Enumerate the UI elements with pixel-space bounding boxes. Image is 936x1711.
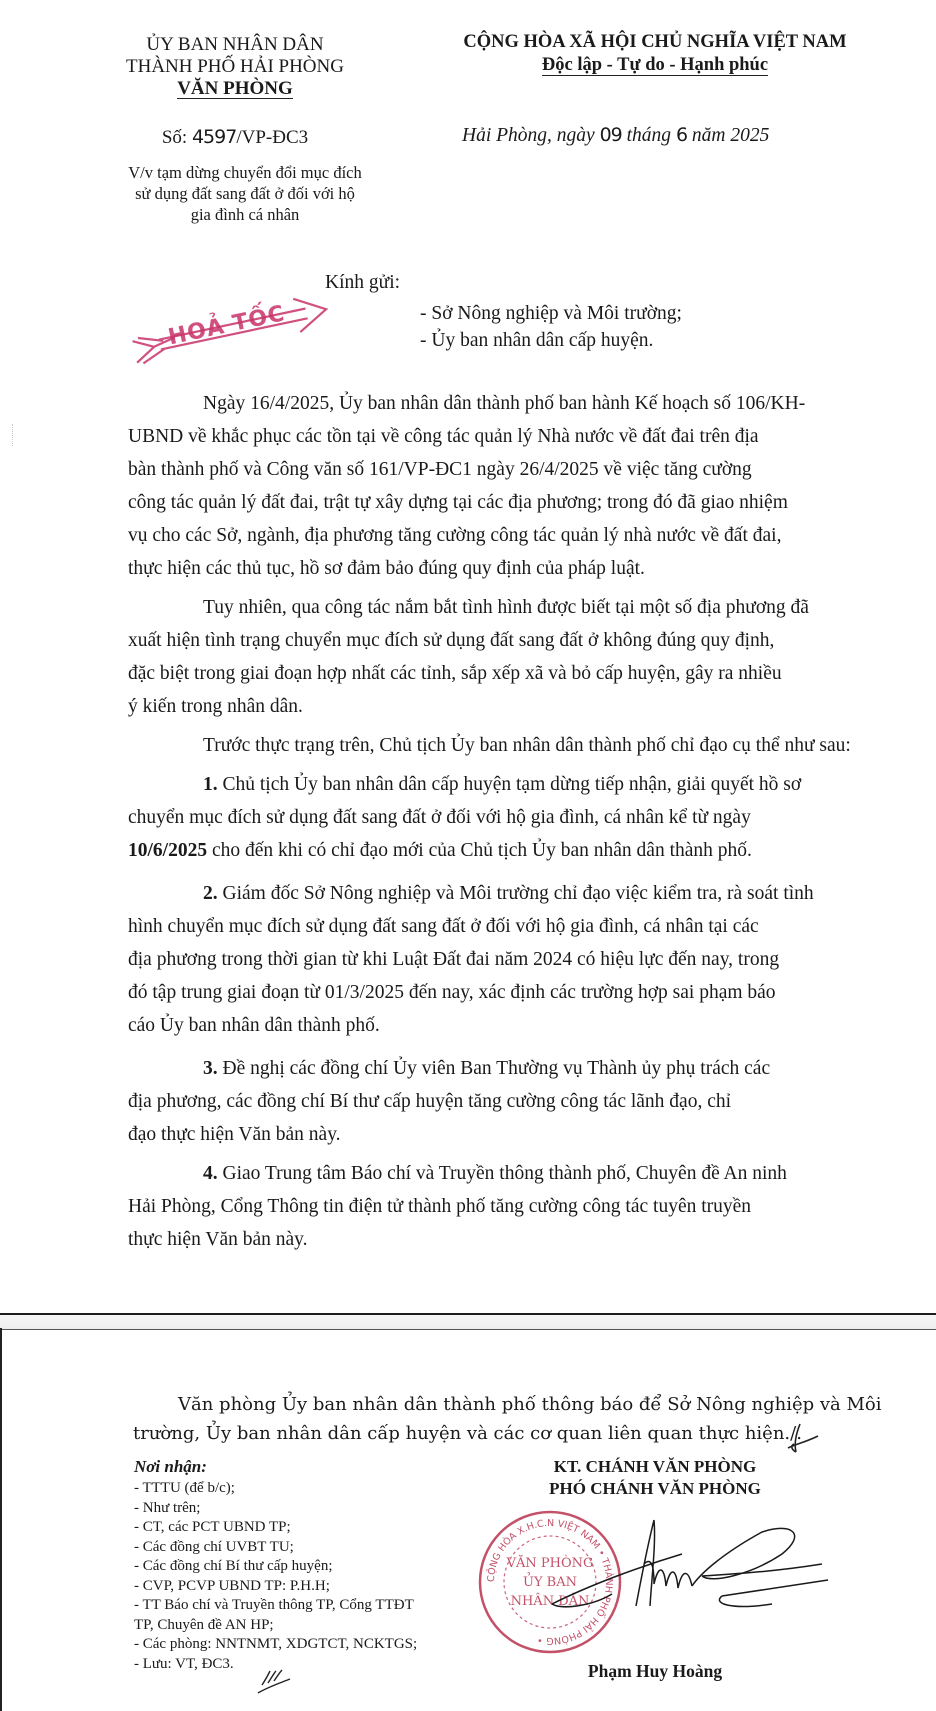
directive-2-line: đó tập trung giai đoạn từ 01/3/2025 đến nay, xác định các trường hợp sai phạm báo — [128, 982, 776, 1003]
page-separator — [0, 1313, 936, 1330]
directive-number: 3. — [203, 1058, 218, 1079]
urgent-stamp-text: HOẢ TỐC — [166, 301, 288, 351]
subject-line-3: gia đình cá nhân — [190, 205, 300, 224]
clerk-initial-icon — [254, 1667, 294, 1697]
paragraph-1 — [128, 387, 868, 585]
seal-ring-text: CỘNG HÒA X.H.C.N VIỆT NAM • THÀNH PHỐ HẢI PHÒNG • — [485, 1517, 615, 1647]
date-day: 09 — [599, 124, 622, 146]
national-motto: Độc lập - Tự do - Hạnh phúc — [541, 55, 769, 75]
recipient-item: - Sở Nông nghiệp và Môi trường; — [420, 303, 682, 324]
p1-line: Ngày 16/4/2025, Ủy ban nhân dân thành phố ban hành Kế hoạch số 106/KH- — [203, 393, 806, 414]
recipients-label: Kính gửi: — [325, 272, 401, 293]
closing-line: Văn phòng Ủy ban nhân dân thành phố thông báo để Sở Nông nghiệp và Môi — [178, 1394, 882, 1415]
p2-line: xuất hiện tình trạng chuyển mục đích sử dụng đất sang đất ở không đúng quy định, — [128, 630, 775, 651]
directive-2 — [128, 877, 868, 1042]
document-body — [128, 387, 868, 1256]
org-line-3: VĂN PHÒNG — [177, 78, 293, 99]
distribution-item: - Các đồng chí Bí thư cấp huyện; — [134, 1558, 333, 1574]
p1-line: vụ cho các Sở, ngành, địa phương tăng cường công tác quản lý nhà nước về đất đai, — [128, 525, 782, 546]
sign-title-2: PHÓ CHÁNH VĂN PHÒNG — [549, 1479, 761, 1498]
recipients-list — [420, 300, 682, 354]
directive-3-line: địa phương, các đồng chí Bí thư cấp huyện tăng cường công tác lãnh đạo, chỉ — [128, 1091, 732, 1112]
directive-number: 4. — [203, 1163, 218, 1184]
national-title: CỘNG HÒA XÃ HỘI CHỦ NGHĨA VIỆT NAM — [463, 32, 847, 52]
issue-date — [462, 124, 769, 147]
subject-line — [100, 162, 390, 225]
scan-speck — [12, 424, 21, 446]
distribution-item: - Các đồng chí UVBT TU; — [134, 1538, 294, 1555]
org-line-2: THÀNH PHỐ HẢI PHÒNG — [126, 56, 344, 77]
handwritten-signature-icon — [532, 1514, 832, 1624]
subject-line-1: V/v tạm dừng chuyển đổi mục đích — [128, 163, 362, 182]
document-number — [100, 126, 370, 149]
directive-4-line: Giao Trung tâm Báo chí và Truyền thông thành phố, Chuyên đề An ninh — [217, 1163, 787, 1184]
paragraph-2 — [128, 591, 868, 723]
subject-line-2: sử dụng đất sang đất ở đối với hộ — [135, 184, 355, 203]
p2-line: Tuy nhiên, qua công tác nắm bắt tình hình được biết tại một số địa phương đã — [203, 597, 809, 618]
directive-3-line: Đề nghị các đồng chí Ủy viên Ban Thường vụ Thành ủy phụ trách các — [217, 1058, 771, 1079]
distribution-item: - CT, các PCT UBND TP; — [134, 1519, 291, 1535]
number-prefix: Số: — [161, 127, 192, 148]
paragraph-3: Trước thực trạng trên, Chủ tịch Ủy ban nhân dân thành phố chỉ đạo cụ thể như sau: — [203, 735, 851, 756]
directive-3-line: đạo thực hiện Văn bản này. — [128, 1124, 341, 1145]
number-handwritten: 4597 — [191, 126, 237, 148]
p2-line: đặc biệt trong giai đoạn hợp nhất các tỉnh, sắp xếp xã và bỏ cấp huyện, gây ra nhiều — [128, 663, 782, 684]
directive-number: 2. — [203, 883, 218, 904]
issuing-org-header — [100, 34, 370, 100]
distribution-item: - TTTU (để b/c); — [134, 1480, 235, 1496]
distribution-item: - Như trên; — [134, 1499, 201, 1516]
number-suffix: /VP-ĐC3 — [236, 127, 309, 148]
org-line-1: ỦY BAN NHÂN DÂN — [146, 34, 324, 55]
directive-2-line: Giám đốc Sở Nông nghiệp và Môi trường chỉ đạo việc kiểm tra, rà soát tình — [217, 883, 814, 904]
distribution-item: - Các phòng: NNTNMT, XDGTCT, NCKTGS; — [134, 1636, 418, 1652]
p1-line: bàn thành phố và Công văn số 161/VP-ĐC1 ngày 26/4/2025 về việc tăng cường — [128, 459, 752, 480]
directive-2-line: hình chuyển mục đích sử dụng đất sang đất ở đối với hộ gia đình, cá nhân tại các — [128, 916, 759, 937]
date-prefix: Hải Phòng, ngày — [462, 125, 600, 146]
effective-date: 10/6/2025 — [128, 840, 208, 861]
seal-center-line: ỦY BAN — [523, 1575, 577, 1590]
signer-name: Phạm Huy Hoàng — [587, 1661, 723, 1681]
signature-block — [520, 1456, 790, 1500]
p1-line: thực hiện các thủ tục, hồ sơ đảm bảo đúng quy định của pháp luật. — [128, 558, 645, 579]
distribution-item: - TT Báo chí và Truyền thông TP, Cổng TTĐT — [134, 1597, 414, 1613]
urgent-stamp — [124, 277, 342, 379]
directive-1-line: Chủ tịch Ủy ban nhân dân cấp huyện tạm dừng tiếp nhận, giải quyết hồ sơ — [217, 774, 802, 795]
recipient-item: - Ủy ban nhân dân cấp huyện. — [420, 330, 654, 351]
directive-2-line: địa phương trong thời gian từ khi Luật Đất đai năm 2024 có hiệu lực đến nay, trong — [128, 949, 780, 970]
directive-1-tail: cho đến khi có chỉ đạo mới của Chủ tịch Ủy ban nhân dân thành phố. — [207, 840, 752, 861]
directive-2-line: cáo Ủy ban nhân dân thành phố. — [128, 1015, 380, 1036]
distribution-item: TP, Chuyên đề AN HP; — [134, 1616, 274, 1633]
recipients-label-bold: Nơi nhận: — [134, 1457, 207, 1476]
date-month: 6 — [675, 124, 688, 146]
seal-center-line: NHÂN DÂN — [510, 1594, 590, 1609]
closing-paragraph — [133, 1390, 893, 1448]
directive-4-line: thực hiện Văn bản này. — [128, 1229, 308, 1250]
p1-line: UBND về khắc phục các tồn tại về công tác quản lý Nhà nước về đất đai trên địa — [128, 426, 759, 447]
national-header — [420, 32, 890, 76]
distribution-item: - Lưu: VT, ĐC3. — [134, 1655, 234, 1672]
initial-mark-icon — [782, 1422, 822, 1456]
directive-1 — [128, 768, 868, 867]
seal-center-line: VĂN PHÒNG — [506, 1556, 594, 1571]
distribution-list — [134, 1479, 417, 1674]
closing-line: trường, Ủy ban nhân dân cấp huyện và các cơ quan liên quan thực hiện./. — [133, 1423, 802, 1444]
directive-4-line: Hải Phòng, Cổng Thông tin điện tử thành phố tăng cường công tác tuyên truyền — [128, 1196, 752, 1217]
sign-title-1: KT. CHÁNH VĂN PHÒNG — [553, 1457, 757, 1476]
p1-line: công tác quản lý đất đai, trật tự xây dựng tại các địa phương; trong đó đã giao nhiệm — [128, 492, 788, 513]
directive-number: 1. — [203, 774, 218, 795]
date-year: năm 2025 — [687, 125, 770, 146]
directive-3 — [128, 1052, 868, 1151]
page-2 — [0, 1330, 936, 1711]
distribution-item: - CVP, PCVP UBND TP: P.H.H; — [134, 1577, 330, 1594]
date-month-label: tháng — [621, 125, 676, 146]
p2-line: ý kiến trong nhân dân. — [128, 696, 303, 717]
directive-1-line: chuyển mục đích sử dụng đất sang đất ở đối với hộ gia đình, cá nhân kể từ ngày — [128, 807, 751, 828]
directive-4 — [128, 1157, 868, 1256]
